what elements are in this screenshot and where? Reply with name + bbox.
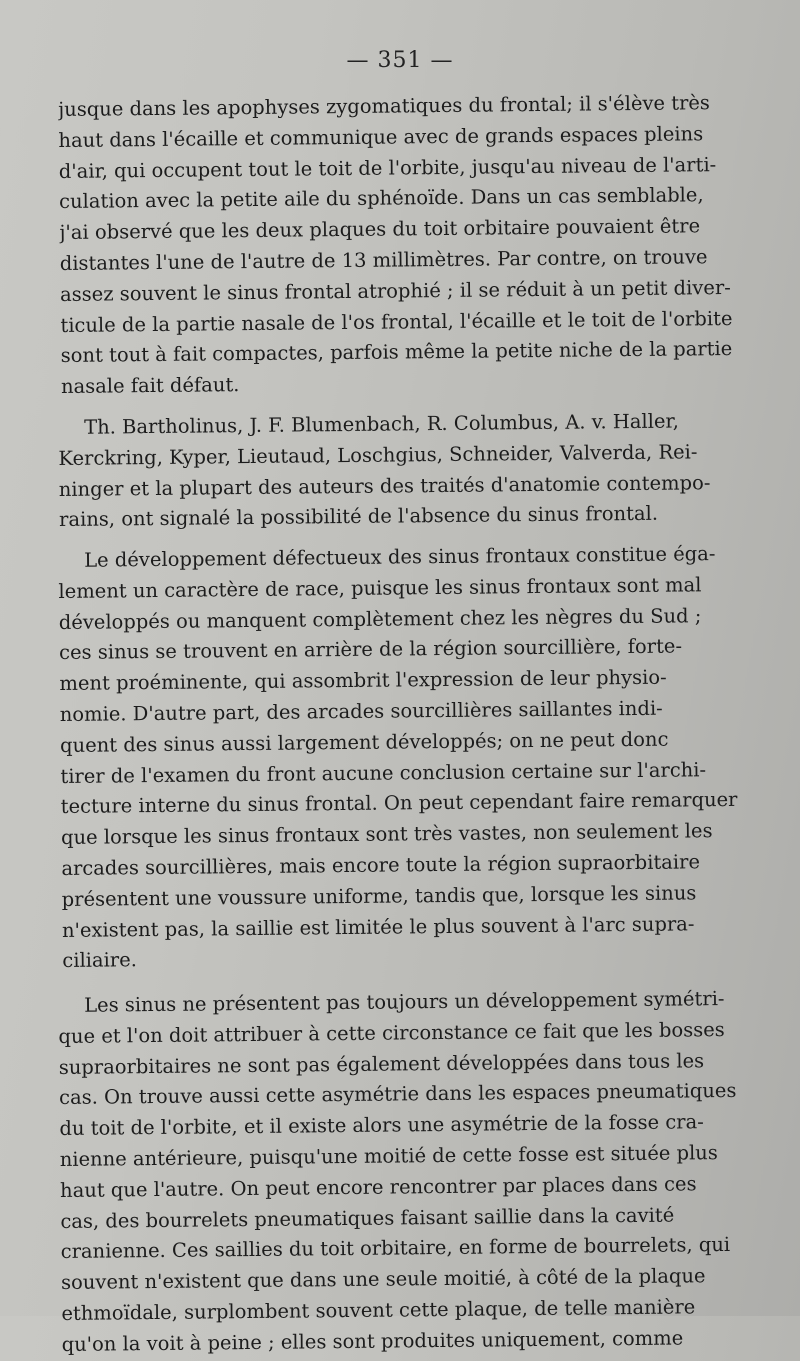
text-line: cas, des bourrelets pneumatiques faisant saillie dans la cavité [60, 1203, 675, 1233]
text-line: que lorsque les sinus frontaux sont très vastes, non seulement les [60, 819, 713, 850]
page-number: — 351 — [346, 48, 454, 73]
text-line: ninger et la plupart des auteurs des traités d'anatomie contempo- [58, 470, 711, 501]
text-line: développés ou manquent complètement chez les nègres du Sud ; [58, 604, 702, 634]
text-line: cas. On trouve aussi cette asymétrie dans les espaces pneumatiques [58, 1079, 737, 1110]
text-line: Les sinus ne présentent pas toujours un développement symétri- [84, 987, 725, 1018]
text-line: nasale fait défaut. [60, 373, 240, 399]
paragraph-1 [58, 88, 745, 403]
text-line: lement un caractère de race, puisque les sinus frontaux sont mal [58, 573, 702, 603]
text-line: ethmoïdale, surplombent souvent cette plaque, de telle manière [61, 1295, 696, 1326]
text-line: sont tout à fait compactes, parfois même la petite niche de la partie [60, 337, 733, 368]
text-line: tirer de l'examen du front aucune conclusion certaine sur l'archi- [60, 757, 707, 788]
text-line: d'air, qui occupent tout le toit de l'orbite, jusqu'au niveau de l'arti- [58, 152, 717, 183]
text-line: cranienne. Ces saillies du toit orbitaire, en forme de bourrelets, qui [60, 1233, 731, 1264]
text-line: culation avec la petite aile du sphénoïde. Dans un cas semblable, [58, 183, 704, 214]
text-line: n'existent pas, la saillie est limitée le plus souvent à l'arc supra- [61, 912, 695, 942]
text-line: souvent n'existent que dans une seule moitié, à côté de la plaque [60, 1264, 706, 1295]
text-line: ces sinus se trouvent en arrière de la région sourcillière, forte- [58, 635, 683, 665]
paragraph-4 [58, 984, 746, 1361]
text-line: nomie. D'autre part, des arcades sourcillières saillantes indi- [59, 696, 663, 727]
text-line: ment proéminente, qui assombrit l'expression de leur physio- [59, 665, 667, 696]
text-line: Le développement défectueux des sinus frontaux constitue éga- [84, 542, 716, 572]
text-line: arcades sourcillières, mais encore toute la région supraorbitaire [61, 850, 701, 881]
text-line: qu'on la voit à peine ; elles sont produites uniquement, comme [61, 1326, 684, 1357]
text-line: j'ai observé que les deux plaques du toit orbitaire pouvaient être [59, 214, 701, 245]
text-line: jusque dans les apophyses zygomatiques du frontal; il s'élève très [58, 91, 711, 121]
text-line: quent des sinus aussi largement développés; on ne peut donc [59, 727, 669, 757]
text-line: supraorbitaires ne sont pas également développées dans tous les [58, 1049, 705, 1079]
text-line: ciliaire. [62, 948, 138, 973]
text-line: haut dans l'écaille et communique avec de grands espaces pleins [58, 122, 704, 152]
text-line: ticule de la partie nasale de l'os frontal, l'écaille et le toit de l'orbite [60, 306, 733, 337]
text-line: que et l'on doit attribuer à cette circonstance ce fait que les bosses [58, 1018, 725, 1049]
text-line: assez souvent le sinus frontal atrophié ; il se réduit à un petit diver- [59, 275, 731, 306]
text-line: Th. Bartholinus, J. F. Blumenbach, R. Columbus, A. v. Haller, [84, 409, 679, 439]
text-line: rains, ont signalé la possibilité de l'absence du sinus frontal. [58, 502, 659, 532]
text-line: Kerckring, Kyper, Lieutaud, Loschgius, Schneider, Valverda, Rei- [58, 440, 698, 470]
text-line: tecture interne du sinus frontal. On peut cependant faire remarquer [60, 788, 738, 819]
paragraph-2 [58, 406, 743, 536]
text-line: présentent une voussure uniforme, tandis que, lorsque les sinus [61, 881, 697, 911]
text-line: nienne antérieure, puisqu'une moitié de cette fosse est située plus [59, 1141, 718, 1172]
paragraph-3 [58, 539, 746, 977]
text-line: haut que l'autre. On peut encore rencontrer par places dans ces [59, 1172, 697, 1203]
text-line: du toit de l'orbite, et il existe alors une asymétrie de la fosse cra- [59, 1110, 704, 1141]
text-line: distantes l'une de l'autre de 13 millimètres. Par contre, on trouve [59, 245, 708, 275]
